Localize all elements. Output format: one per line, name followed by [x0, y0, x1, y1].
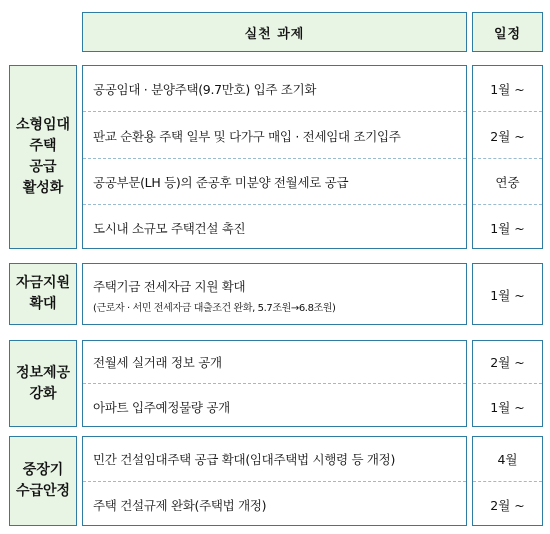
table-row	[83, 158, 466, 205]
schedule-text: 1월 ~	[490, 288, 525, 303]
category-cell: 정보제공 강화	[9, 340, 77, 427]
task-text: 전월세 실거래 정보 공개	[93, 355, 222, 370]
category-cell: 소형임대 주택 공급 활성화	[9, 65, 77, 249]
schedule-group-cell	[472, 340, 543, 427]
schedule-text: 2월 ~	[490, 355, 525, 370]
task-text: 주택기금 전세자금 지원 확대 (근로자 · 서민 전세자금 대출조건 완화, 5.7조원→6.8조원)	[93, 264, 462, 326]
schedule-column-header	[472, 12, 543, 52]
schedule-text: 2월 ~	[490, 498, 525, 513]
task-group-cell	[82, 340, 467, 427]
schedule-group-cell	[472, 436, 543, 526]
schedule-group-cell	[472, 263, 543, 325]
schedule-group-cell	[472, 65, 543, 249]
schedule-text: 1월 ~	[490, 221, 525, 236]
table-row	[83, 66, 466, 111]
table-row	[83, 264, 466, 326]
schedule-text: 2월 ~	[490, 128, 525, 144]
task-text: 민간 건설임대주택 공급 확대(임대주택법 시행령 등 개정)	[93, 452, 396, 467]
table-row	[83, 341, 466, 383]
table-row	[83, 481, 466, 528]
task-text: 공공임대 · 분양주택(9.7만호) 입주 조기화	[93, 81, 317, 97]
table-row	[83, 383, 466, 429]
schedule-text: 1월 ~	[490, 399, 525, 415]
schedule-text: 4월	[497, 452, 518, 467]
task-text: 판교 순환용 주택 일부 및 다가구 매입 · 전세임대 조기입주	[93, 128, 401, 144]
task-column-header	[82, 12, 467, 52]
task-text: 공공부문(LH 등)의 준공후 미분양 전월세로 공급	[93, 175, 349, 190]
task-subtext: (근로자 · 서민 전세자금 대출조건 완화, 5.7조원→6.8조원)	[93, 302, 336, 314]
schedule-text: 연중	[495, 175, 520, 190]
table-row	[83, 111, 466, 159]
task-group-cell	[82, 65, 467, 249]
task-text: 도시내 소규모 주택건설 촉진	[93, 221, 246, 236]
category-cell: 자금지원 확대	[9, 263, 77, 325]
task-group-cell	[82, 436, 467, 526]
table-row	[83, 204, 466, 251]
category-cell: 중장기 수급안정	[9, 436, 77, 526]
task-text: 아파트 입주예정물량 공개	[93, 399, 230, 415]
table-row	[83, 437, 466, 481]
schedule-column-title: 일정	[493, 26, 522, 42]
schedule-text: 1월 ~	[490, 81, 525, 97]
task-text: 주택 건설규제 완화(주택법 개정)	[93, 498, 267, 513]
task-column-title: 실천 과제	[244, 26, 305, 42]
task-group-cell	[82, 263, 467, 325]
